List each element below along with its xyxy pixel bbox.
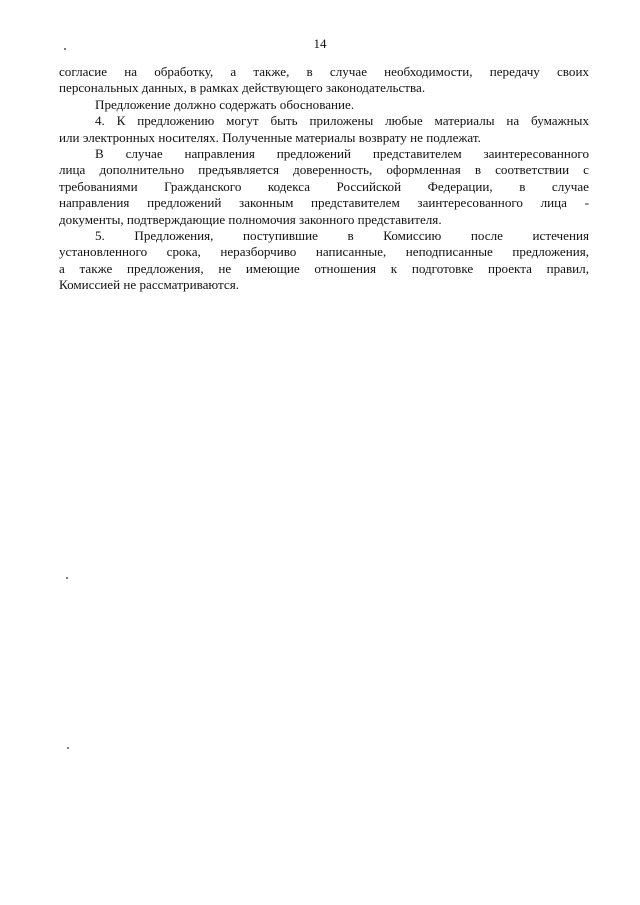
text-line: 4. К предложению могут быть приложены любые материалы на бумажных (95, 113, 589, 129)
text-line: требованиями Гражданского кодекса Российской Федерации, в случае (59, 178, 589, 194)
text-line: персональных данных, в рамках действующего законодательства. (59, 80, 426, 96)
scan-speck (64, 48, 66, 50)
scan-speck (66, 577, 68, 579)
document-body (59, 64, 589, 294)
text-line: установленного срока, неразборчиво написанные, неподписанные предложения, (59, 244, 589, 260)
text-line: В случае направления предложений представителем заинтересованного (95, 146, 589, 162)
page-number: 14 (313, 36, 327, 51)
paragraph-consent-continuation (59, 64, 589, 97)
text-line: 5. Предложения, поступившие в Комиссию после истечения (95, 228, 589, 244)
text-line: или электронных носителях. Полученные материалы возврату не подлежат. (59, 129, 481, 145)
text-line: Предложение должно содержать обоснование. (95, 96, 355, 112)
paragraph-justification (59, 97, 589, 113)
paragraph-representative (59, 146, 589, 228)
scan-speck (67, 747, 69, 749)
paragraph-item-5 (59, 228, 589, 294)
text-line: направления предложений законным представителем заинтересованного лица - (59, 195, 589, 211)
paragraph-item-4 (59, 113, 589, 146)
text-line: согласие на обработку, а также, в случае необходимости, передачу своих (59, 64, 589, 79)
text-line: документы, подтверждающие полномочия законного представителя. (59, 211, 442, 227)
text-line: а также предложения, не имеющие отношения к подготовке проекта правил, (59, 260, 589, 276)
text-line: лица дополнительно предъявляется доверенность, оформленная в соответствии с (59, 162, 589, 178)
text-line: Комиссией не рассматриваются. (59, 277, 239, 293)
